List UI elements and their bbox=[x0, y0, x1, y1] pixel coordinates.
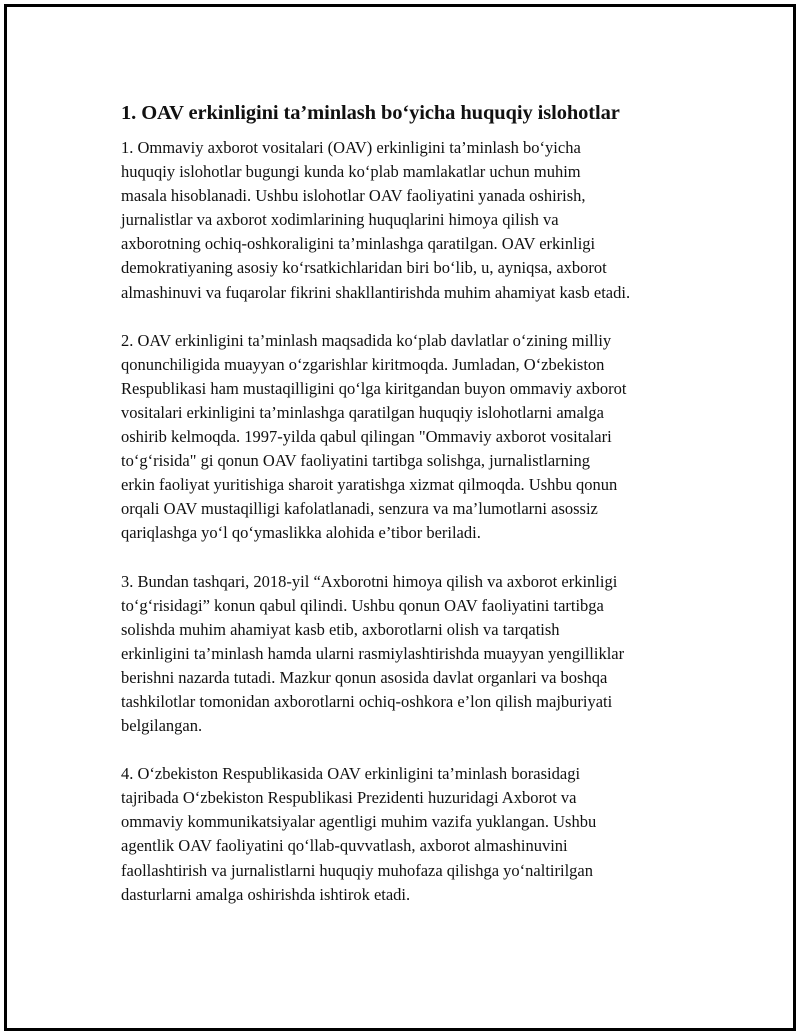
page-frame bbox=[4, 4, 796, 1031]
text-line: to‘g‘risidagi” konun qabul qilindi. Ushbu qonun OAV faoliyatini tartibga bbox=[121, 595, 604, 615]
paragraph-2 bbox=[121, 329, 693, 546]
text-line: orqali OAV mustaqilligi kafolatlanadi, senzura va ma’lumotlarni asossiz bbox=[121, 499, 598, 519]
text-line: 4. O‘zbekiston Respublikasida OAV erkinligini ta’minlash borasidagi bbox=[121, 764, 581, 784]
document-body bbox=[121, 99, 693, 931]
section-heading: 1. OAV erkinligini ta’minlash bo‘yicha huquqiy islohotlar bbox=[121, 102, 620, 124]
text-line: 1. Ommaviy axborot vositalari (OAV) erkinligini ta’minlash bo‘yicha bbox=[121, 138, 581, 157]
text-line: faollashtirish va jurnalistlarni huquqiy muhofaza qilishga yo‘naltirilgan bbox=[121, 860, 593, 880]
text-line: qariqlashga yo‘l qo‘ymaslikka alohida e’tibor beriladi. bbox=[121, 523, 481, 543]
text-line: 3. Bundan tashqari, 2018-yil “Axborotni himoya qilish va axborot erkinligi bbox=[121, 571, 618, 591]
paragraph-3 bbox=[121, 570, 693, 739]
text-line: axborotning ochiq-oshkoraligini ta’minlashga qaratilgan. OAV erkinligi bbox=[121, 234, 596, 254]
text-line: oshirib kelmoqda. 1997-yilda qabul qilingan "Ommaviy axborot vositalari bbox=[121, 427, 612, 447]
text-line: tajribada O‘zbekiston Respublikasi Prezidenti huzuridagi Axborot va bbox=[121, 788, 577, 808]
text-line: dasturlarni amalga oshirishda ishtirok etadi. bbox=[121, 884, 411, 904]
paragraph-4 bbox=[121, 762, 693, 907]
text-line: erkinligini ta’minlash hamda ularni rasmiylashtirishda muayyan yengilliklar bbox=[121, 643, 625, 663]
text-line: vositalari erkinligini ta’minlashga qaratilgan huquqiy islohotlarni amalga bbox=[121, 402, 604, 422]
text-line: tashkilotlar tomonidan axborotlarni ochiq-oshkora e’lon qilish majburiyati bbox=[121, 691, 613, 711]
text-line: 2. OAV erkinligini ta’minlash maqsadida ko‘plab davlatlar o‘zining milliy bbox=[121, 330, 612, 350]
text-line: berishni nazarda tutadi. Mazkur qonun asosida davlat organlari va boshqa bbox=[121, 667, 608, 687]
text-line: huquqiy islohotlar bugungi kunda ko‘plab mamlakatlar uchun muhim bbox=[121, 162, 581, 182]
text-line: almashinuvi va fuqarolar fikrini shakllantirishda muhim ahamiyat kasb etadi. bbox=[121, 282, 631, 302]
text-line: solishda muhim ahamiyat kasb etib, axborotlarni olish va tarqatish bbox=[121, 619, 560, 639]
text-line: masala hisoblanadi. Ushbu islohotlar OAV faoliyatini yanada oshirish, bbox=[121, 186, 586, 206]
text-line: belgilangan. bbox=[121, 716, 203, 736]
text-line: demokratiyaning asosiy ko‘rsatkichlaridan biri bo‘lib, u, ayniqsa, axborot bbox=[121, 258, 607, 278]
text-line: ommaviy kommunikatsiyalar agentligi muhim vazifa yuklangan. Ushbu bbox=[121, 812, 597, 832]
text-line: jurnalistlar va axborot xodimlarining huquqlarini himoya qilish va bbox=[121, 210, 559, 230]
paragraph-1 bbox=[121, 136, 693, 305]
text-line: Respublikasi ham mustaqilligini qo‘lga kiritgandan buyon ommaviy axborot bbox=[121, 378, 627, 398]
text-line: qonunchiligida muayyan o‘zgarishlar kiritmoqda. Jumladan, O‘zbekiston bbox=[121, 354, 605, 374]
text-line: erkin faoliyat yuritishiga sharoit yaratishga xizmat qilmoqda. Ushbu qonun bbox=[121, 475, 618, 495]
text-line: to‘g‘risida" gi qonun OAV faoliyatini tartibga solishga, jurnalistlarning bbox=[121, 451, 590, 471]
text-line: agentlik OAV faoliyatini qo‘llab-quvvatlash, axborot almashinuvini bbox=[121, 836, 568, 856]
